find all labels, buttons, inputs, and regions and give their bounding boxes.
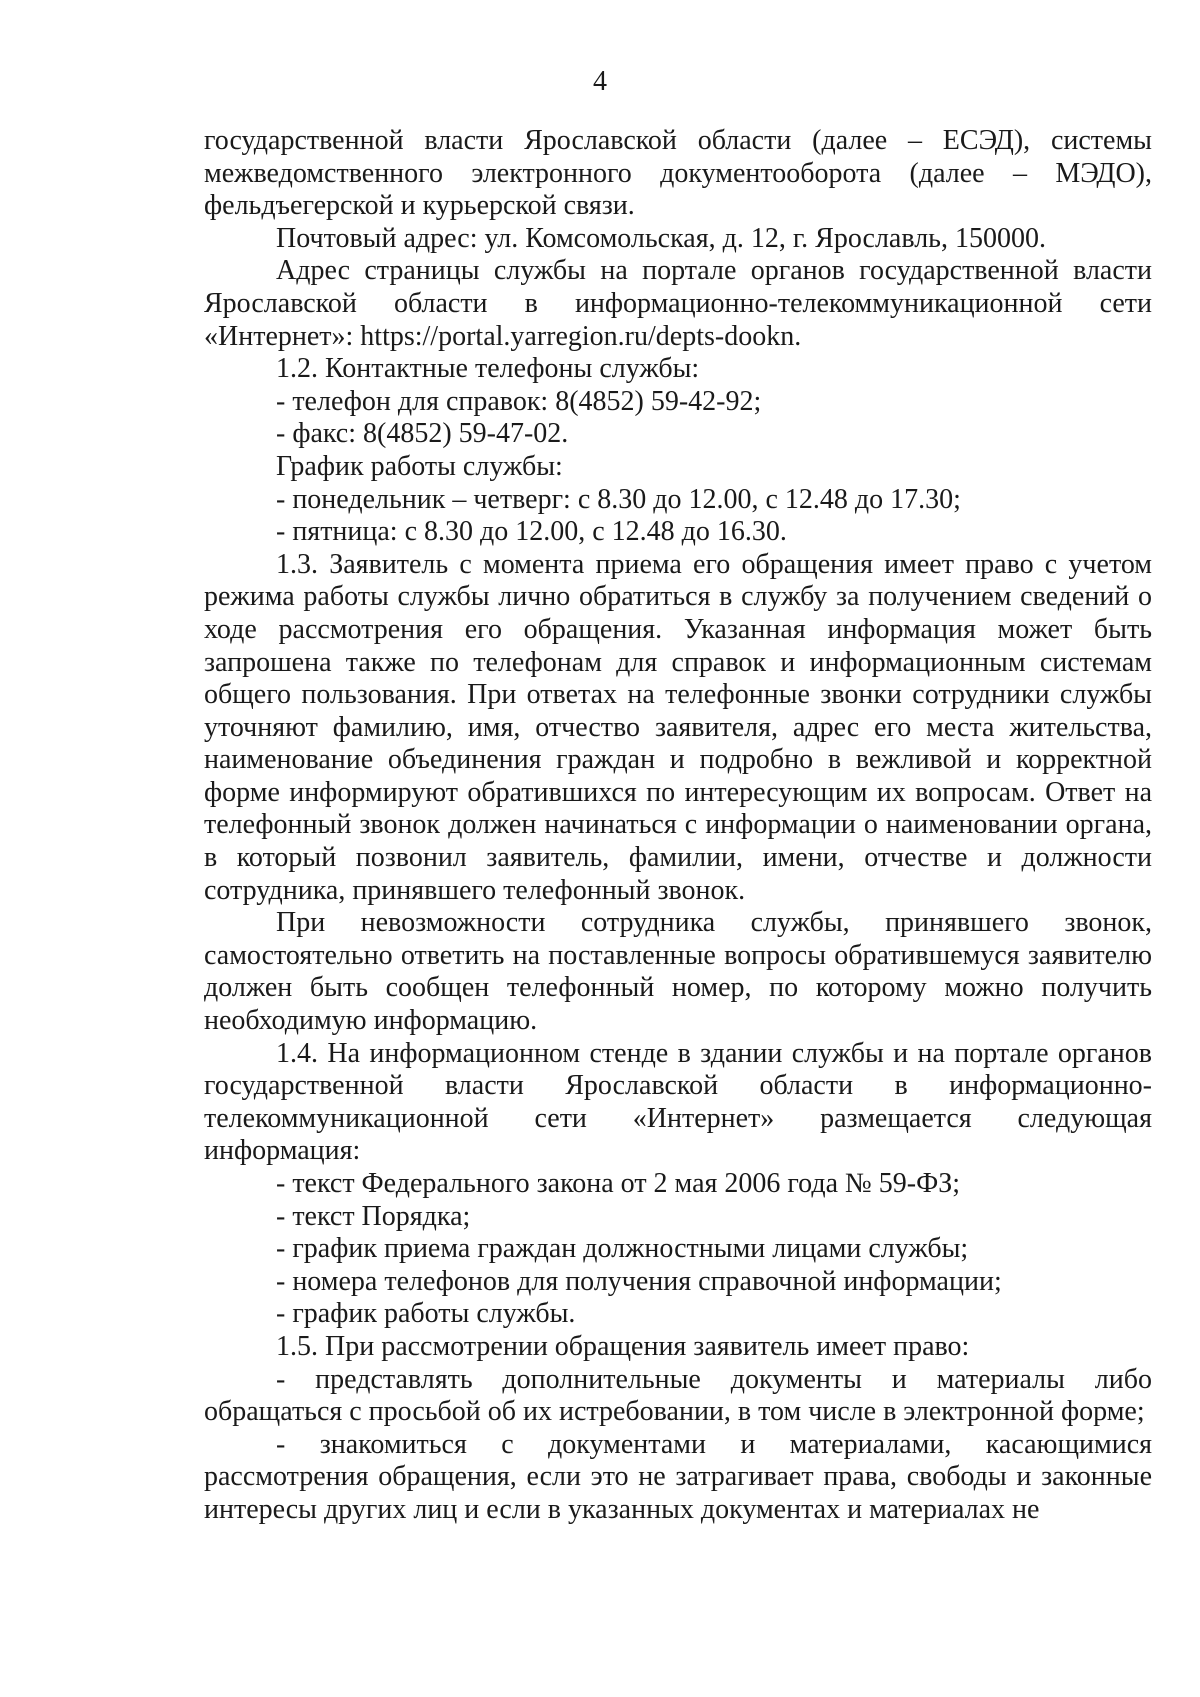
paragraph-1-3: 1.3. Заявитель с момента приема его обращения имеет право с учетом режима работы службы лично обратиться в службу за получением сведений о ходе рассмотрения его обращения. Указанная информация может быть запрошена также по телефонам для справок и информационным системам общего пользования. При ответах на телефонные звонки сотрудники службы уточняют фамилию, имя, отчество заявителя, адрес его места жительства, наименование объединения граждан и подробно в вежливой и корректной форме информируют обратившихся по интересующим их вопросам. Ответ на телефонный звонок должен начинаться с информации о наименовании органа, в который позвонил заявитель, фамилии, имени, отчестве и должности сотрудника, принявшего телефонный звонок. [204, 548, 1152, 906]
list-item-submit-documents: - представлять дополнительные документы и материалы либо обращаться с просьбой об их истребовании, в том числе в электронной форме; [204, 1363, 1152, 1428]
list-item-order-text: - текст Порядка; [276, 1200, 471, 1232]
list-item-phone: - телефон для справок: 8(4852) 59-42-92; [276, 385, 762, 417]
document-body [204, 125, 1152, 1527]
paragraph-schedule-heading: График работы службы: [276, 450, 563, 482]
paragraph-1-5: 1.5. При рассмотрении обращения заявитель имеет право: [276, 1330, 970, 1362]
list-item-phone-numbers: - номера телефонов для получения справочной информации; [276, 1265, 1002, 1297]
list-item-reception-schedule: - график приема граждан должностными лицами службы; [276, 1233, 969, 1265]
paragraph-contacts-heading: 1.2. Контактные телефоны службы: [276, 353, 700, 385]
list-item-schedule-mon-thu: - понедельник – четверг: с 8.30 до 12.00, с 12.48 до 17.30; [276, 483, 961, 515]
list-item-work-schedule: - график работы службы. [276, 1298, 576, 1330]
paragraph-impossibility: При невозможности сотрудника службы, принявшего звонок, самостоятельно ответить на поставленные вопросы обратившемуся заявителю должен быть сообщен телефонный номер, по которому можно получить необходимую информацию. [204, 907, 1152, 1037]
page-number: 4 [593, 66, 607, 97]
list-item-federal-law: - текст Федерального закона от 2 мая 2006 года № 59-ФЗ; [276, 1168, 961, 1199]
paragraph-portal-address: Адрес страницы службы на портале органов государственной власти Ярославской области в информационно-телекоммуникационной сети «Интернет»: https://portal.yarregion.ru/depts-dookn. [204, 255, 1152, 352]
list-item-fax: - факс: 8(4852) 59-47-02. [276, 418, 569, 450]
paragraph-1-4: 1.4. На информационном стенде в здании службы и на портале органов государственной власти Ярославской области в информационно-телекоммуникационной сети «Интернет» размещается следующая информация: [204, 1037, 1152, 1167]
paragraph-continuation: государственной власти Ярославской области (далее – ЕСЭД), системы межведомственного электронного документооборота (далее – МЭДО), фельдъегерской и курьерской связи. [204, 125, 1152, 222]
paragraph-postal-address: Почтовый адрес: ул. Комсомольская, д. 12, г. Ярославль, 150000. [276, 222, 1046, 254]
list-item-schedule-fri: - пятница: с 8.30 до 12.00, с 12.48 до 16.30. [276, 516, 787, 548]
list-item-review-documents: - знакомиться с документами и материалами, касающимися рассмотрения обращения, если это не затрагивает права, свободы и законные интересы других лиц и если в указанных документах и материалах не [204, 1428, 1152, 1525]
